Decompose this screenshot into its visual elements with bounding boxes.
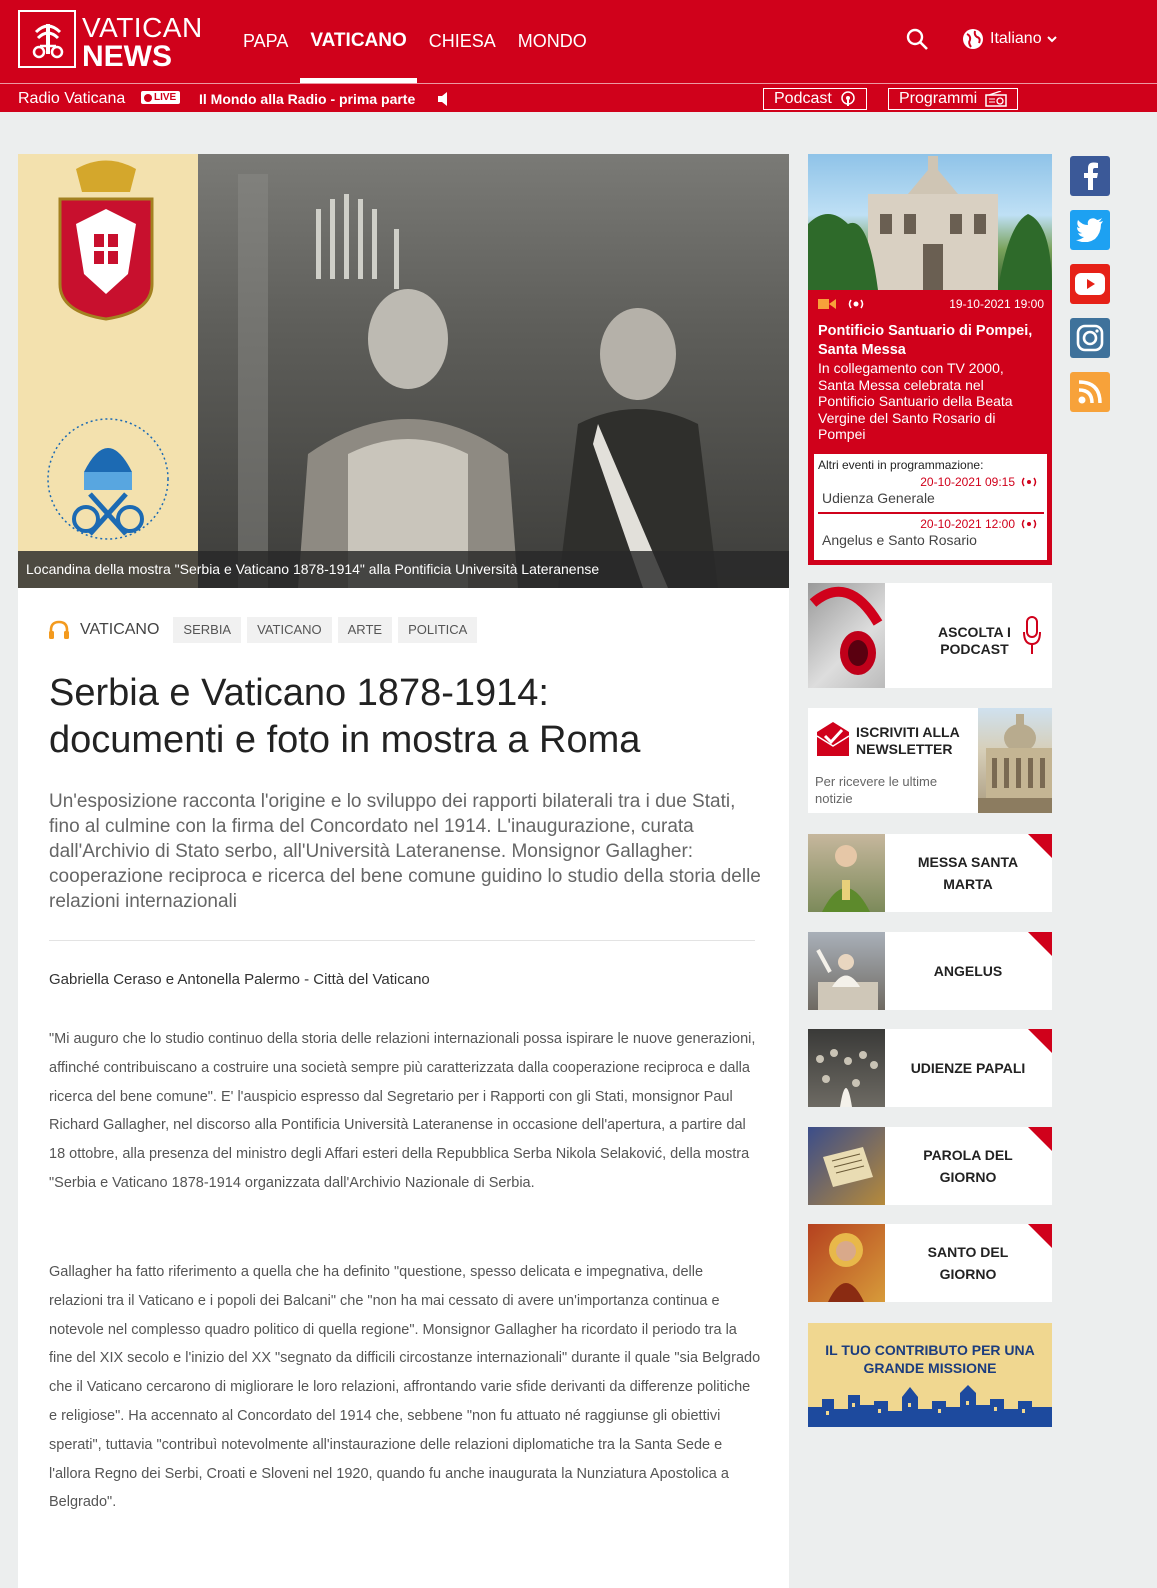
tile-label-line1: MESSA SANTA bbox=[917, 854, 1019, 870]
tag-row bbox=[48, 617, 483, 643]
nav-vaticano[interactable]: VATICANO bbox=[310, 0, 406, 83]
upcoming-events-heading: Altri eventi in programmazione: bbox=[818, 458, 984, 472]
corner-ribbon bbox=[1028, 932, 1052, 956]
live-event-card[interactable] bbox=[808, 154, 1052, 565]
tag-vaticano[interactable]: VATICANO bbox=[247, 617, 332, 643]
tile-label-line1: PAROLA DEL bbox=[923, 1147, 1013, 1163]
podcast-banner-line1: ASCOLTA I bbox=[938, 624, 1011, 640]
globe-icon bbox=[962, 28, 984, 50]
upcoming-event-date: 20-10-2021 12:00 bbox=[920, 517, 1015, 531]
city-skyline-illustration bbox=[808, 1381, 1052, 1427]
programs-button[interactable] bbox=[888, 88, 1018, 110]
article-hero-image bbox=[18, 154, 789, 588]
logo-emblem bbox=[18, 10, 76, 68]
speaker-icon[interactable] bbox=[438, 92, 450, 111]
facebook-icon[interactable] bbox=[1070, 156, 1110, 196]
event-title[interactable]: Pontificio Santuario di Pompei, Santa Messa bbox=[818, 323, 1033, 358]
main-nav bbox=[243, 0, 609, 83]
live-label: LIVE bbox=[154, 92, 177, 103]
st-peters-photo bbox=[978, 708, 1052, 813]
article-title bbox=[49, 670, 769, 764]
historical-photo bbox=[198, 154, 789, 588]
tag-politica[interactable]: POLITICA bbox=[398, 617, 477, 643]
gospel-book-photo bbox=[808, 1127, 885, 1205]
search-icon[interactable] bbox=[905, 27, 929, 51]
upcoming-event-name[interactable]: Angelus e Santo Rosario bbox=[822, 532, 977, 548]
corner-ribbon bbox=[1028, 1127, 1052, 1151]
tile-label-line1: SANTO DEL bbox=[927, 1244, 1009, 1260]
newsletter-title-line2: NEWSLETTER bbox=[856, 741, 953, 757]
newsletter-subtitle: Per ricevere le ultime notizie bbox=[815, 774, 938, 806]
broadcast-icon bbox=[846, 297, 866, 311]
top-header bbox=[0, 0, 1157, 83]
language-label: Italiano bbox=[990, 30, 1042, 47]
tile-label-line2: GIORNO bbox=[939, 1169, 997, 1185]
tile-udienze-papali[interactable] bbox=[808, 1029, 1052, 1107]
podcast-banner-label bbox=[938, 624, 1011, 658]
article-title-line1: Serbia e Vaticano 1878-1914: bbox=[49, 672, 549, 714]
radio-icon bbox=[985, 91, 1007, 107]
live-badge bbox=[141, 91, 180, 104]
youtube-icon[interactable] bbox=[1070, 264, 1110, 304]
event-description: In collegamento con TV 2000, Santa Messa celebrata nel Pontificio Santuario della Beata Vergine del Santo Rosario di Pompei bbox=[818, 360, 1013, 442]
tag-arte[interactable]: ARTE bbox=[338, 617, 392, 643]
event-datetime: 19-10-2021 19:00 bbox=[949, 297, 1044, 311]
image-caption: Locandina della mostra "Serbia e Vaticano 1878-1914" alla Pontificia Università Lateranense bbox=[18, 551, 789, 588]
tile-parola-del-giorno[interactable] bbox=[808, 1127, 1052, 1205]
broadcast-icon bbox=[1019, 477, 1039, 487]
podcast-label: Podcast bbox=[774, 90, 832, 107]
divider bbox=[818, 512, 1044, 514]
programs-label: Programmi bbox=[899, 90, 978, 107]
upcoming-event-datetime bbox=[920, 475, 1039, 489]
tag-serbia[interactable]: SERBIA bbox=[173, 617, 241, 643]
article-card bbox=[18, 154, 789, 1588]
article-paragraph: "Mi auguro che lo studio continuo della storia delle relazioni internazionali possa ispirare le nuove generazioni, affinché contribuiscano a costruire una società sempre più caratterizzata dalla cooperazione reciproca e dalla ricerca del bene comune". E' l'auspicio espresso dal Segretario per i Rapporti con gli Stati, monsignor Paul Richard Gallagher, nel discorso alla Pontificia Università Lateranense in occasione dell'apertura, a partire dal 18 ottobre, alla presenza del ministro degli Affari esteri della Repubblica Serba Nikola Selaković, della mostra "Serbia e Vaticano 1878-1914 organizzata dall'Archivio Nazionale di Serbia. bbox=[49, 1031, 756, 1191]
pope-mass-photo bbox=[808, 834, 885, 912]
upcoming-event-name[interactable]: Udienza Generale bbox=[822, 490, 935, 506]
article-byline: Gabriella Ceraso e Antonella Palermo - Città del Vaticano bbox=[49, 971, 430, 988]
tile-label bbox=[893, 834, 1043, 912]
tile-label-line2: GIORNO bbox=[939, 1266, 997, 1282]
tile-santo-del-giorno[interactable] bbox=[808, 1224, 1052, 1302]
divider bbox=[49, 940, 755, 941]
pope-window-photo bbox=[808, 932, 885, 1010]
tile-label-line1: UDIENZE PAPALI bbox=[910, 1060, 1026, 1076]
radio-program[interactable]: Il Mondo alla Radio - prima parte bbox=[199, 91, 416, 107]
saint-icon-painting bbox=[808, 1224, 885, 1302]
twitter-icon[interactable] bbox=[1070, 210, 1110, 250]
article-title-line2: documenti e foto in mostra a Roma bbox=[49, 719, 641, 761]
nav-mondo[interactable]: MONDO bbox=[517, 31, 587, 51]
upcoming-event-datetime bbox=[920, 517, 1039, 531]
video-camera-icon bbox=[818, 298, 836, 310]
upcoming-events bbox=[814, 454, 1047, 560]
microphone-icon bbox=[1022, 616, 1042, 656]
article-paragraph: Gallagher ha fatto riferimento a quella che ha definito "questione, spesso delicata e impegnativa, delle relazioni tra il Vaticano e i popoli dei Balcani" che "non ha mai cessato di avere un'importanza continua e notevole nel complesso quadro politico di quella regione". Monsignor Gallagher ha ricordato il periodo tra la fine del XIX secolo e l'inizio del XX "segnato da difficili circostanze internazionali" durante il quale "sia Belgrado che il Vaticano cercarono di migliorare le loro relazioni, affrontando varie sfide derivanti da differenze politiche e religiose". Ha accennato al Concordato del 1914 che, sebbene "non fu attuato né raggiunse gli obiettivi sperati", tuttavia "contribuì notevolmente all'instaurazione delle relazioni diplomatiche tra la Santa Sede e l'allora Regno dei Serbi, Croati e Sloveni nel 1920, quando fu anche inaugurata la Nunziatura Apostolica a Belgrado". bbox=[49, 1264, 761, 1511]
tile-label-line1: ANGELUS bbox=[933, 963, 1003, 979]
upcoming-event-date: 20-10-2021 09:15 bbox=[920, 475, 1015, 489]
corner-ribbon bbox=[1028, 1029, 1052, 1053]
newsletter-title bbox=[856, 724, 960, 758]
radio-name[interactable]: Radio Vaticana bbox=[18, 90, 126, 107]
language-selector[interactable] bbox=[962, 28, 1064, 50]
donate-label bbox=[808, 1341, 1052, 1377]
tile-messa-santa-marta[interactable] bbox=[808, 834, 1052, 912]
pompei-sanctuary-image bbox=[808, 154, 1052, 290]
chevron-down-icon bbox=[1046, 34, 1058, 44]
headphones-photo bbox=[808, 583, 885, 688]
live-dot-icon bbox=[144, 94, 152, 102]
podcast-banner-line2: PODCAST bbox=[940, 641, 1009, 657]
podcast-button[interactable] bbox=[763, 88, 867, 110]
tile-label-line2: MARTA bbox=[943, 876, 993, 892]
envelope-icon bbox=[815, 722, 851, 756]
audience-crowd-photo bbox=[808, 1029, 885, 1107]
podcast-banner[interactable] bbox=[808, 583, 1052, 688]
headphones-icon[interactable] bbox=[48, 620, 70, 640]
logo-text-top: VATICAN bbox=[82, 12, 203, 43]
tile-label bbox=[893, 932, 1043, 1010]
donate-label-line1: IL TUO CONTRIBUTO PER UNA bbox=[825, 1342, 1035, 1358]
corner-ribbon bbox=[1028, 1224, 1052, 1248]
article-lead: Un'esposizione racconta l'origine e lo sviluppo dei rapporti bilaterali tra i due Stati, fino al culmine con la firma del Concordato nel 1914. L'inaugurazione, curata dall'Archivio di Stato serbo, all'Università Lateranense. Monsignor Gallagher: cooperazione reciproca e ricerca del bene comune guidino lo studio della storia delle relazioni internazionali bbox=[49, 791, 761, 912]
rss-icon[interactable] bbox=[1070, 372, 1110, 412]
instagram-icon[interactable] bbox=[1070, 318, 1110, 358]
exhibition-poster bbox=[18, 154, 198, 588]
podcast-icon bbox=[840, 91, 856, 107]
tile-label bbox=[893, 1224, 1043, 1302]
tile-label bbox=[893, 1029, 1043, 1107]
broadcast-icon bbox=[1019, 519, 1039, 529]
donate-banner[interactable] bbox=[808, 1323, 1052, 1427]
newsletter-title-line1: ISCRIVITI ALLA bbox=[856, 724, 960, 740]
section-link[interactable]: VATICANO bbox=[80, 621, 160, 638]
tile-label bbox=[893, 1127, 1043, 1205]
corner-ribbon bbox=[1028, 834, 1052, 858]
nav-chiesa[interactable]: CHIESA bbox=[428, 31, 496, 51]
donate-label-line2: GRANDE MISSIONE bbox=[863, 1360, 997, 1376]
radio-bar bbox=[0, 83, 1157, 112]
tile-angelus[interactable] bbox=[808, 932, 1052, 1010]
nav-papa[interactable]: PAPA bbox=[243, 31, 289, 51]
newsletter-banner[interactable] bbox=[808, 708, 1052, 813]
vatican-news-logo[interactable] bbox=[18, 10, 208, 73]
event-meta bbox=[818, 297, 1044, 311]
logo-text-bottom: NEWS bbox=[82, 40, 172, 73]
